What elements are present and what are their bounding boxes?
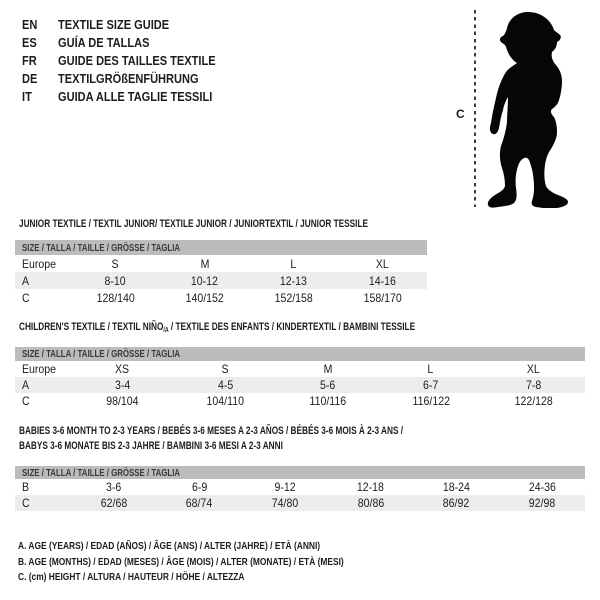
size-header-bar: SIZE / TALLA / TAILLE / GRÖSSE / TAGLIA	[15, 240, 427, 255]
table-cell: 12-13	[279, 273, 308, 288]
lang-row-es	[22, 34, 243, 52]
language-title-list	[22, 16, 243, 106]
row-label: A	[22, 273, 30, 288]
table-row-height	[15, 289, 427, 306]
row-label: C	[22, 290, 30, 305]
table-cell: 62/68	[100, 496, 128, 510]
table-cell: S	[221, 362, 229, 376]
table-cell: 110/116	[309, 394, 347, 408]
lang-code: IT	[22, 89, 32, 104]
lang-row-fr	[22, 52, 243, 70]
lang-title: GUIDE DES TAILLES TEXTILE	[58, 53, 216, 68]
footnote-a: A. AGE (YEARS) / EDAD (AÑOS) / ÂGE (ANS) / ALTER (JAHRE) / ETÀ (ANNI)	[18, 540, 321, 552]
table-cell: 104/110	[206, 394, 244, 408]
children-size-table	[15, 347, 585, 409]
table-cell: 74/80	[271, 496, 299, 510]
babies-size-table	[15, 466, 585, 511]
table-row-height	[15, 393, 585, 409]
lang-code: ES	[22, 35, 37, 50]
footnote-legend	[18, 539, 425, 586]
lang-title: TEXTILGRÖßENFÜHRUNG	[58, 71, 199, 86]
row-label: A	[22, 378, 30, 392]
table-row-height	[15, 495, 585, 511]
table-cell: 5-6	[320, 378, 336, 392]
table-cell: 10-12	[190, 273, 219, 288]
table-cell: L	[427, 362, 434, 376]
lang-title: GUIDA ALLE TAGLIE TESSILI	[58, 89, 213, 104]
table-cell: 12-18	[357, 480, 385, 494]
table-cell: 158/170	[363, 290, 402, 305]
junior-table-title: JUNIOR TEXTILE / TEXTIL JUNIOR/ TEXTILE JUNIOR / JUNIORTEXTIL / JUNIOR TESSILE	[19, 218, 368, 230]
table-cell: 3-4	[114, 378, 131, 392]
table-cell: 86/92	[443, 496, 470, 510]
table-cell: 9-12	[274, 480, 296, 494]
table-row-age	[15, 272, 427, 289]
table-cell: 116/122	[412, 394, 450, 408]
size-header-bar: SIZE / TALLA / TAILLE / GRÖSSE / TAGLIA	[15, 347, 585, 361]
table-cell: 128/140	[96, 290, 135, 305]
table-row-europe	[15, 255, 427, 272]
footnote-b: B. AGE (MONTHS) / EDAD (MESES) / ÂGE (MOIS) / ALTER (MONATE) / ETÀ (MESI)	[18, 555, 344, 568]
table-cell: 152/158	[274, 290, 313, 305]
table-row-europe	[15, 361, 585, 377]
table-cell: 14-16	[368, 273, 397, 288]
children-table-title: CHILDREN'S TEXTILE / TEXTIL $NIÑO_{/A}$ / TEXTILE DES ENFANTS / KINDERTEXTIL / BAMBINI TESSILE	[19, 321, 416, 334]
toddler-silhouette-image	[484, 10, 570, 208]
table-cell: 24-36	[528, 480, 556, 494]
title-subscript: /A	[163, 327, 169, 334]
lang-code: DE	[22, 71, 38, 86]
row-label: B	[22, 480, 30, 494]
table-cell: S	[111, 256, 120, 271]
table-cell: 92/98	[528, 496, 556, 510]
table-cell: XL	[527, 362, 541, 376]
table-cell: M	[323, 362, 333, 376]
lang-row-it	[22, 88, 243, 106]
row-label: C	[22, 496, 30, 510]
row-label: Europe	[22, 362, 57, 376]
table-cell: XL	[376, 256, 389, 271]
footnote-c: C. (cm) HEIGHT / ALTURA / HAUTEUR / HÖHE / ALTEZZA	[18, 571, 245, 583]
junior-size-table	[15, 240, 427, 306]
table-cell: 6-7	[423, 378, 439, 392]
table-cell: 8-10	[104, 273, 127, 288]
height-measure-label: C	[456, 107, 465, 121]
lang-code: EN	[22, 17, 38, 32]
table-cell: 7-8	[525, 378, 542, 392]
size-header-bar: SIZE / TALLA / TAILLE / GRÖSSE / TAGLIA	[15, 466, 585, 479]
height-measure-dashed-line	[474, 10, 476, 207]
table-cell: 6-9	[191, 480, 208, 494]
table-cell: 4-5	[217, 378, 233, 392]
table-row-age	[15, 377, 585, 393]
lang-row-de	[22, 70, 243, 88]
table-cell: 122/128	[514, 394, 553, 408]
table-row-months	[15, 479, 585, 495]
table-cell: 140/152	[185, 290, 224, 305]
lang-title: TEXTILE SIZE GUIDE	[58, 17, 170, 32]
table-cell: XS	[115, 362, 130, 376]
row-label: Europe	[22, 256, 57, 271]
babies-table-title: BABIES 3-6 MONTH TO 2-3 YEARS / BEBÉS 3-6 MESES A 2-3 AÑOS / BÉBÉS 3-6 MOIS À 2-3 ANS / BABYS 3-6 MONATE BIS 2-3 JAHRE / BAMBINI 3-6 MESI A 2-3 ANNI	[19, 425, 404, 452]
lang-row-en	[22, 16, 243, 34]
table-cell: M	[200, 256, 209, 271]
row-label: C	[22, 394, 30, 408]
lang-title: GUÍA DE TALLAS	[58, 35, 150, 50]
table-cell: 3-6	[106, 480, 122, 494]
lang-code: FR	[22, 53, 37, 68]
table-cell: 68/74	[186, 496, 213, 510]
table-cell: 98/104	[106, 394, 139, 408]
table-cell: 18-24	[442, 480, 471, 494]
table-cell: 80/86	[357, 496, 385, 510]
table-cell: L	[290, 256, 297, 271]
